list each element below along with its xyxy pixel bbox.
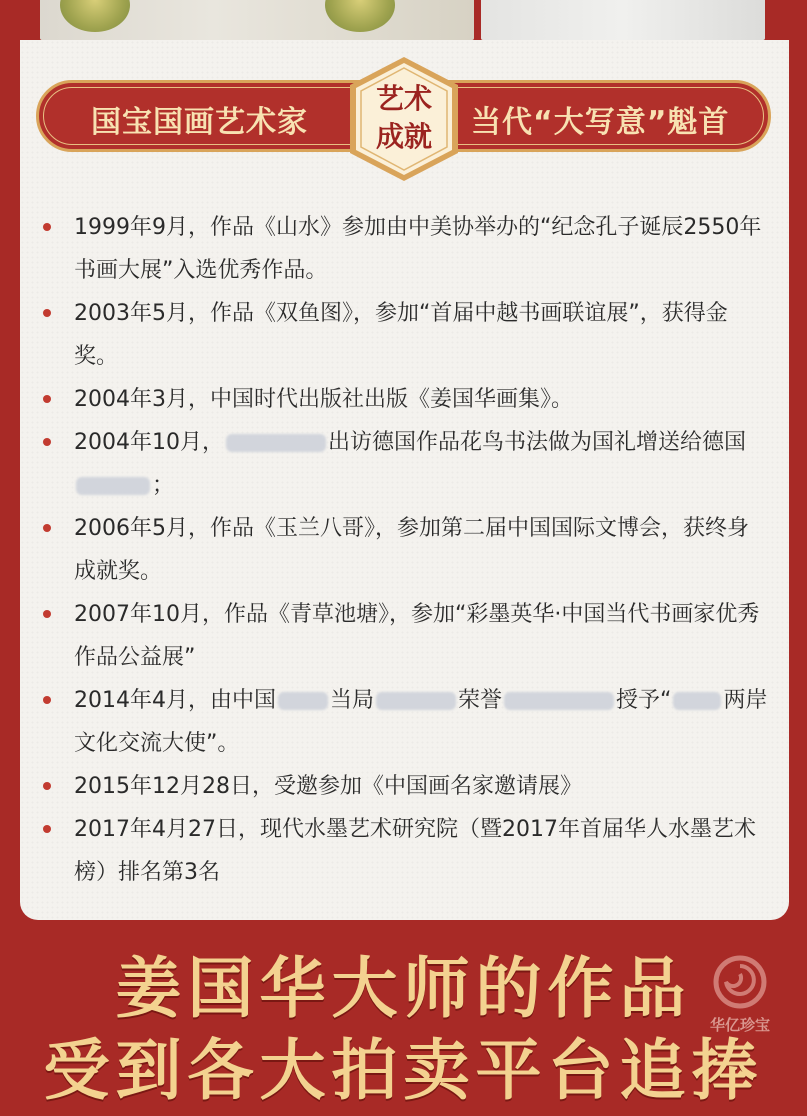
list-item bbox=[40, 507, 770, 593]
item-text: 2014年4月，由中国 bbox=[74, 688, 276, 713]
item-text: 当局 bbox=[330, 688, 375, 713]
item-text: 2004年10月， bbox=[74, 430, 224, 455]
bullet-icon bbox=[43, 696, 51, 704]
redacted-text bbox=[226, 434, 326, 452]
item-text: 2015年12月28日，受邀参加《中国画名家邀请展》 bbox=[74, 774, 582, 799]
item-text: 2004年3月，中国时代出版社出版《姜国华画集》。 bbox=[74, 387, 573, 412]
product-photo-right bbox=[481, 0, 765, 40]
coin-image bbox=[325, 0, 395, 32]
item-text: 2003年5月，作品《双鱼图》，参加“首届中越书画联谊展”，获得金奖。 bbox=[74, 301, 728, 369]
bullet-icon bbox=[43, 782, 51, 790]
badge-line-2: 成就 bbox=[375, 120, 432, 153]
achievement-badge bbox=[348, 55, 460, 183]
swirl-logo-icon bbox=[700, 952, 780, 1014]
item-text: 授予“ bbox=[616, 688, 672, 713]
redacted-text bbox=[76, 477, 150, 495]
bullet-icon bbox=[43, 223, 51, 231]
redacted-text bbox=[278, 692, 328, 710]
bullet-icon bbox=[43, 395, 51, 403]
logo-text: 华亿珍宝 bbox=[709, 1016, 770, 1034]
bullet-icon bbox=[43, 825, 51, 833]
list-item bbox=[40, 765, 770, 808]
list-item bbox=[40, 679, 770, 765]
bullet-icon bbox=[43, 524, 51, 532]
badge-line-1: 艺术 bbox=[375, 82, 432, 115]
item-text: 1999年9月，作品《山水》参加由中美协举办的“纪念孔子诞辰2550年书画大展”入选优秀作品。 bbox=[74, 215, 762, 283]
coin-image bbox=[60, 0, 130, 32]
redacted-text bbox=[376, 692, 456, 710]
redacted-text bbox=[673, 692, 721, 710]
item-text: 荣誉 bbox=[458, 688, 503, 713]
bullet-icon bbox=[43, 438, 51, 446]
item-text: 两岸文化交流大使”。 bbox=[74, 688, 768, 756]
banner-right-text: 当代“大写意”魁首 bbox=[471, 105, 730, 140]
product-photo-left bbox=[40, 0, 474, 40]
redacted-text bbox=[504, 692, 614, 710]
bullet-icon bbox=[43, 610, 51, 618]
item-text: 出访德国作品花鸟书法做为国礼增送给德国 bbox=[327, 430, 746, 455]
item-text: 2006年5月，作品《玉兰八哥》，参加第二届中国国际文博会，获终身成就奖。 bbox=[74, 516, 749, 584]
list-item bbox=[40, 378, 770, 421]
watermark-logo bbox=[700, 952, 780, 1042]
banner-left-text: 国宝国画艺术家 bbox=[91, 105, 308, 140]
list-item bbox=[40, 206, 770, 292]
list-item bbox=[40, 808, 770, 894]
item-text: 2017年4月27日，现代水墨艺术研究院（暨2017年首届华人水墨艺术榜）排名第3名 bbox=[74, 817, 756, 885]
item-text: 2007年10月，作品《青草池塘》，参加“彩墨英华·中国当代书画家优秀作品公益展” bbox=[74, 602, 760, 670]
list-item bbox=[40, 421, 770, 507]
bullet-icon bbox=[43, 309, 51, 317]
item-text: ； bbox=[152, 473, 175, 498]
list-item bbox=[40, 292, 770, 378]
footer-headline: 姜国华大师的作品 bbox=[115, 950, 692, 1027]
achievement-list bbox=[40, 206, 770, 894]
footer-subheadline: 受到各大拍卖平台追捧 bbox=[43, 1032, 764, 1109]
list-item bbox=[40, 593, 770, 679]
